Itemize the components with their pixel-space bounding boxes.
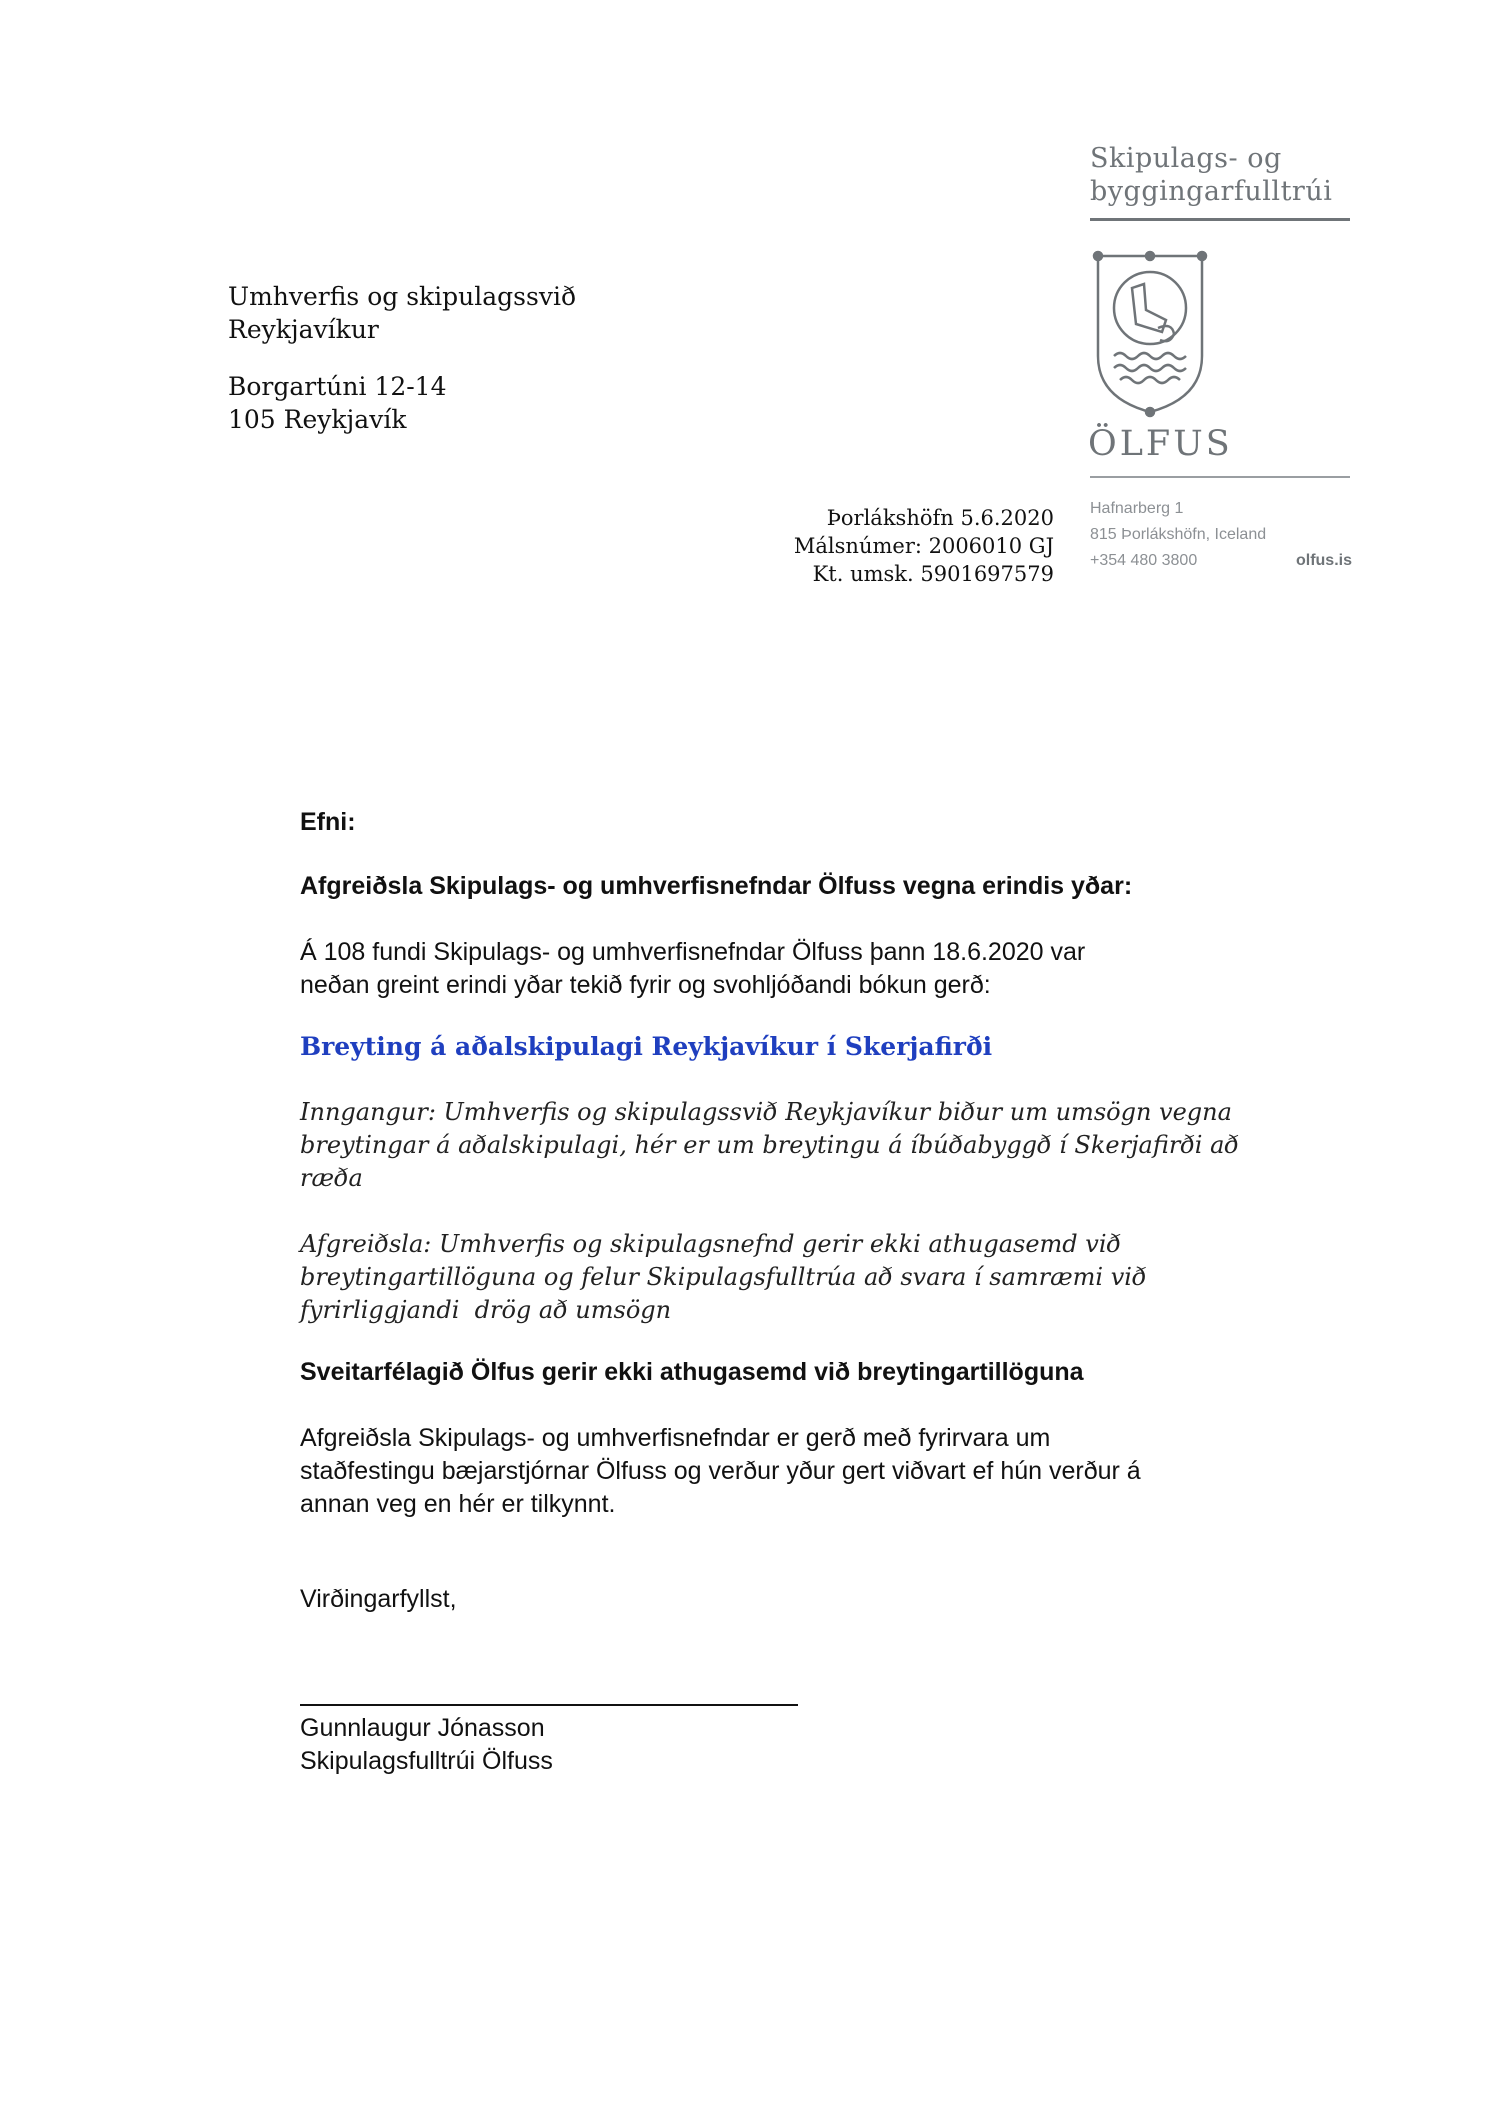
recipient-street: Borgartúni 12-14 [228,372,447,401]
municipal-crest-icon [1086,248,1214,418]
place-date: Þorlákshöfn 5.6.2020 [826,506,1054,530]
subject-label: Efni: [300,808,356,836]
letter-meta [760,504,1054,588]
phone-number: +354 480 3800 [1090,552,1198,569]
id-number: Kt. umsk. 5901697579 [812,562,1054,586]
department-title [1090,142,1350,208]
decision-line2: breytingartillöguna og felur Skipulagsfulltrúa að svara í samræmi við [300,1263,1147,1291]
decision-paragraph [300,1228,1260,1327]
department-title-line2: byggingarfulltrúi [1090,176,1333,207]
paragraph-confirmation-line1: Afgreiðsla Skipulags- og umhverfisnefndar er gerð með fyrirvara um [300,1424,1051,1452]
recipient-address [228,280,576,436]
decision-line3: fyrirliggjandi drög að umsögn [300,1296,672,1324]
signatory-name: Gunnlaugur Jónasson [300,1714,545,1742]
introduction-line1: Inngangur: Umhverfis og skipulagssvið Reykjavíkur biður um umsögn vegna [300,1098,1232,1126]
letterhead-rule-middle [1090,476,1350,478]
paragraph-confirmation-line2: staðfestingu bæjarstjórnar Ölfuss og verður yður gert viðvart ef hún verður á [300,1457,1141,1485]
paragraph-confirmation-line3: annan veg en hér er tilkynnt. [300,1490,616,1518]
website-link[interactable]: olfus.is [1295,552,1352,569]
signature-line [300,1704,798,1706]
decision-line1: Afgreiðsla: Umhverfis og skipulagsnefnd gerir ekki athugasemd við [300,1230,1121,1258]
closing-salutation: Virðingarfyllst, [300,1585,457,1613]
letterhead-rule-top [1090,218,1350,221]
introduction-paragraph [300,1096,1260,1195]
paragraph-meeting-line1: Á 108 fundi Skipulags- og umhverfisnefndar Ölfuss þann 18.6.2020 var [300,938,1086,966]
paragraph-confirmation [300,1422,1260,1521]
paragraph-meeting-line2: neðan greint erindi yðar tekið fyrir og svohljóðandi bókun gerð: [300,971,991,999]
address-line2: 815 Þorlákshöfn, Iceland [1090,526,1267,543]
signatory-title: Skipulagsfulltrúi Ölfuss [300,1747,553,1775]
case-title: Breyting á aðalskipulagi Reykjavíkur í Skerjafirði [300,1032,993,1061]
address-line1: Hafnarberg 1 [1090,500,1184,517]
municipality-logo-text: ÖLFUS [1088,424,1233,464]
introduction-line3: ræða [300,1164,363,1192]
conclusion-heading: Sveitarfélagið Ölfus gerir ekki athugasemd við breytingartillöguna [300,1358,1084,1386]
introduction-line2: breytingar á aðalskipulagi, hér er um breytingu á íbúðabyggð í Skerjafirði að [300,1131,1239,1159]
letter-heading: Afgreiðsla Skipulags- og umhverfisnefndar Ölfuss vegna erindis yðar: [300,872,1133,900]
department-title-line1: Skipulags- og [1090,143,1282,174]
contact-block [1090,496,1352,574]
paragraph-meeting [300,936,1260,1002]
case-number: Málsnúmer: 2006010 GJ [793,534,1054,558]
recipient-line2: Reykjavíkur [228,315,379,344]
recipient-postal: 105 Reykjavík [228,405,407,434]
signature-block [300,1712,1260,1778]
recipient-line1: Umhverfis og skipulagssvið [228,282,577,311]
